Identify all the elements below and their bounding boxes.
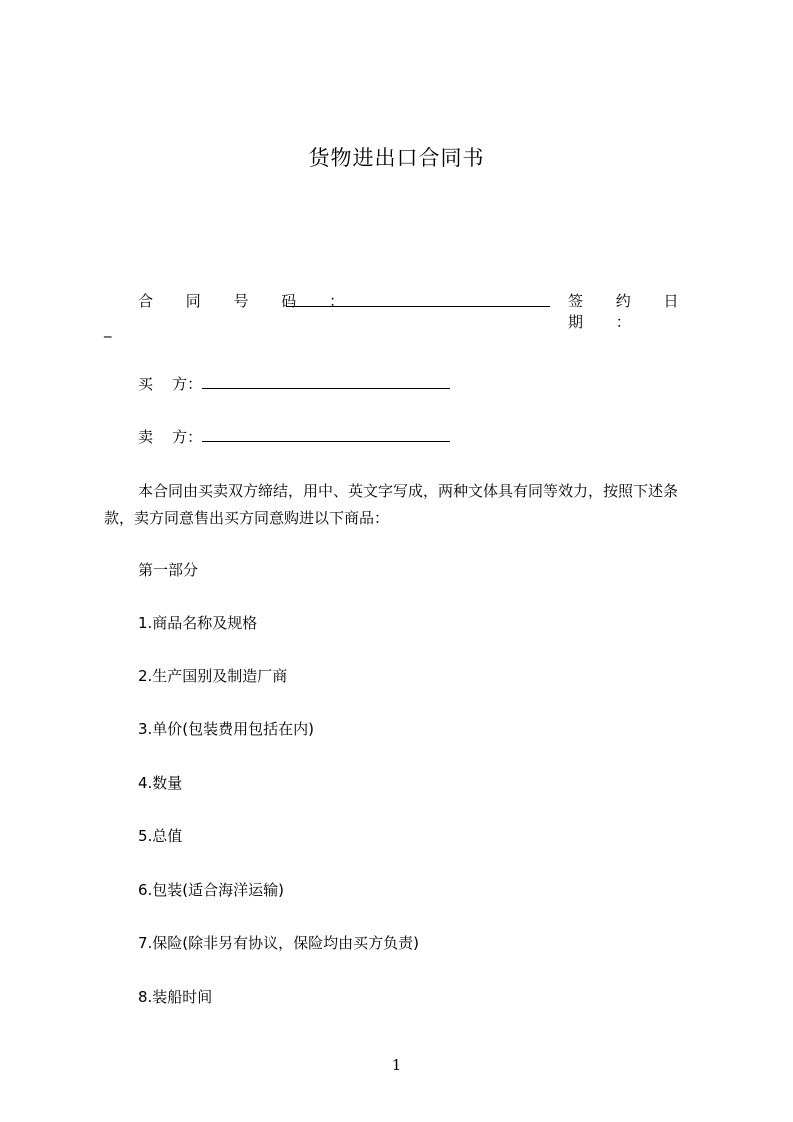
document-title: 货物进出口合同书 [308,146,485,170]
trailing-dash: _ [104,320,112,338]
buyer-blank [202,372,450,389]
list-item: 1.商品名称及规格 [138,614,258,632]
contract-number-row [138,290,698,331]
intro-paragraph: 本合同由买卖双方缔结，用中、英文字写成，两种文体具有同等效力，按照下述条款，卖方同意售出买方同意购进以下商品： [104,482,679,527]
list-item: 7.保险(除非另有协议，保险均由买方负责) [138,934,420,952]
list-item: 4.数量 [138,774,183,792]
section-title: 第一部分 [138,561,199,579]
list-item: 5.总值 [138,827,183,845]
buyer-label: 买 方： [138,375,203,393]
contract-number-blank [286,290,550,307]
list-item: 2.生产国别及制造厂商 [138,667,288,685]
sign-date-label: 签 约 日 期 ： [568,292,693,331]
seller-blank [202,425,450,442]
list-item: 6.包装(适合海洋运输) [138,881,285,899]
contract-number-label: 合 同 号 码 ： [138,292,359,310]
list-item: 3.单价(包装费用包括在内) [138,720,315,738]
page-number: 1 [391,1056,402,1074]
list-item: 8.装船时间 [138,988,213,1006]
seller-row [138,425,450,447]
buyer-row [138,372,450,394]
seller-label: 卖 方： [138,428,203,446]
